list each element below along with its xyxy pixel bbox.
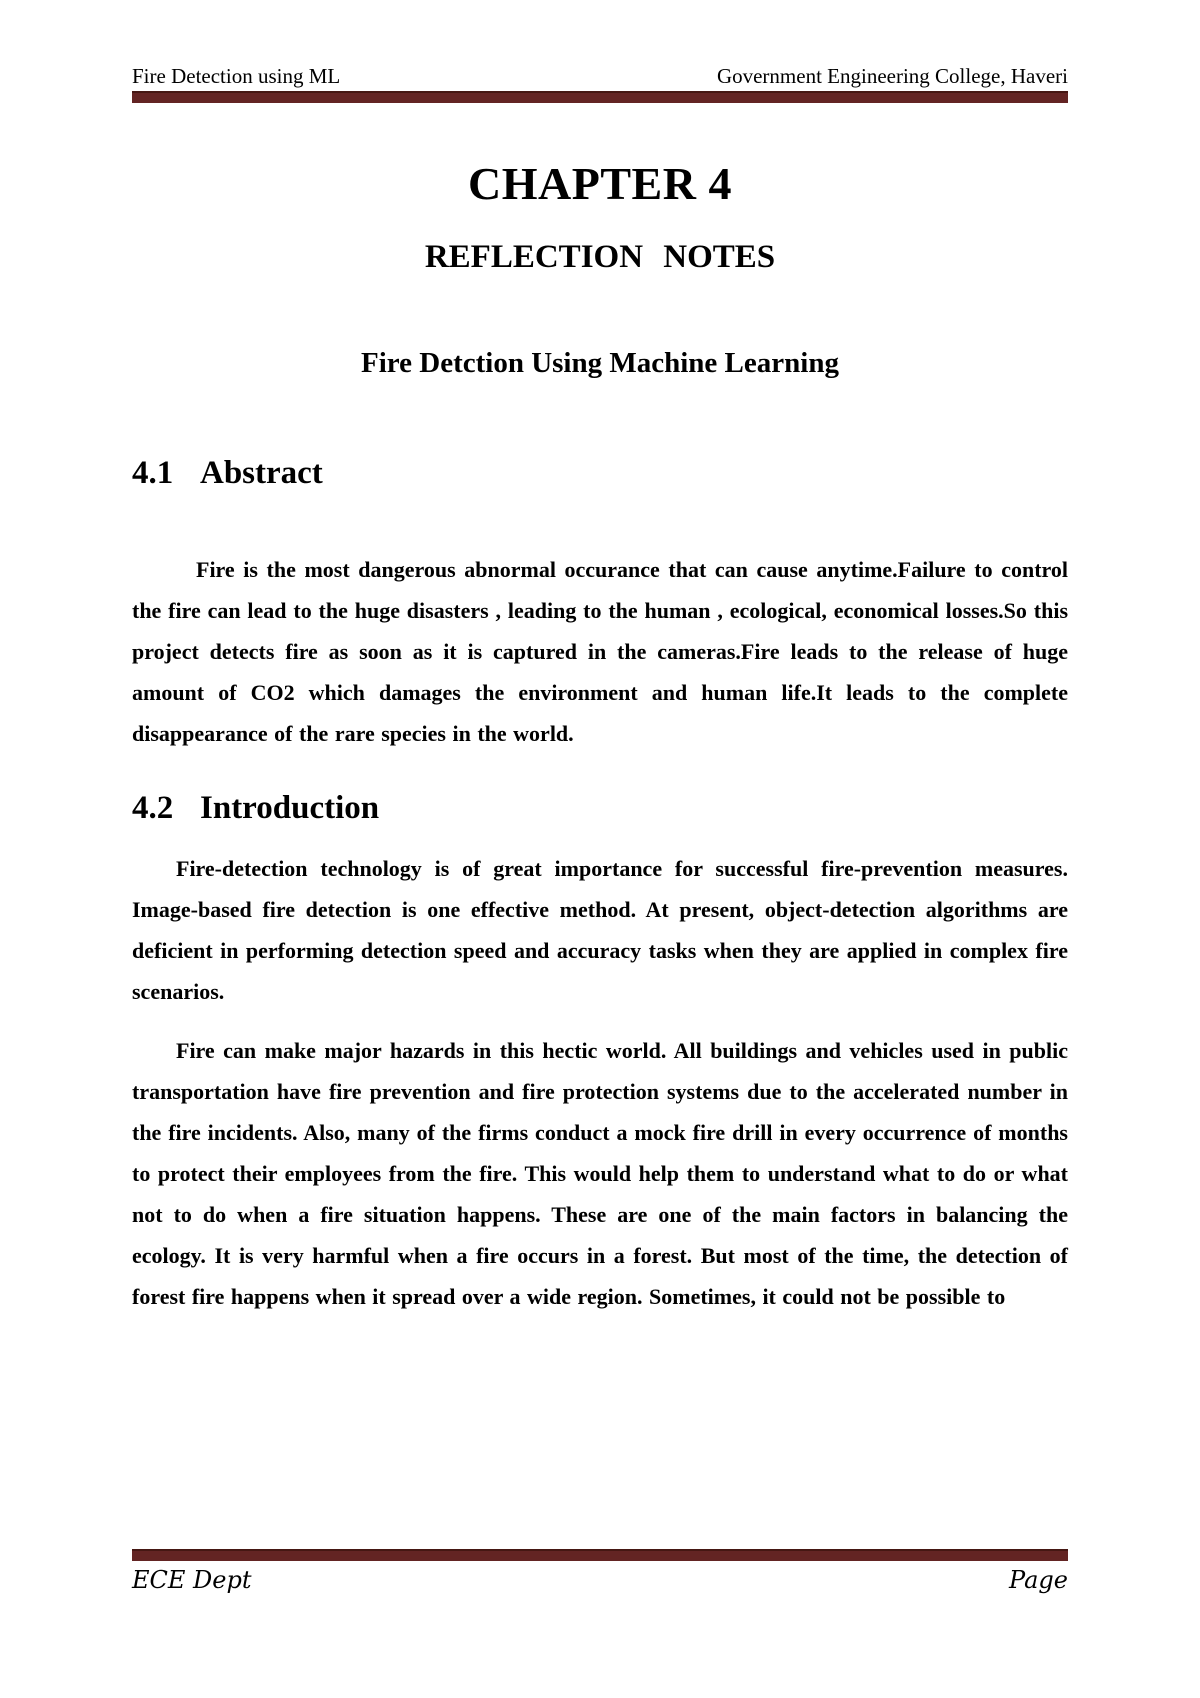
page-header	[0, 0, 1200, 103]
footer-rule	[132, 1549, 1068, 1561]
section-heading-introduction	[132, 790, 1068, 826]
section-title: Introduction	[200, 790, 380, 826]
section-abstract	[132, 455, 1068, 754]
section-number: 4.1	[132, 455, 174, 491]
footer-right-text: Page	[1009, 1566, 1068, 1594]
introduction-paragraph-1: Fire-detection technology is of great importance for successful fire-prevention measures. Image-based fire detection is one effective method. At present, object-detection algorithms are deficient in performing detection speed and accuracy tasks when they are applied in complex fire scenarios.	[132, 856, 1068, 1004]
section-number: 4.2	[132, 790, 174, 826]
document-body	[0, 159, 1200, 1317]
footer-row	[132, 1566, 1068, 1594]
abstract-paragraph: Fire is the most dangerous abnormal occurance that can cause anytime.Failure to control the fire can lead to the huge disasters , leading to the human , ecological, economical losses.So this project detects fire as soon as it is captured in the cameras.Fire leads to the release of huge amount of CO2 which damages the environment and human life.It leads to the complete disappearance of the rare species in the world.	[132, 557, 1068, 746]
header-left-text: Fire Detection using ML	[132, 64, 341, 88]
chapter-subtitle: REFLECTION NOTES	[424, 239, 776, 275]
page-footer	[132, 1549, 1068, 1594]
header-right-text: Government Engineering College, Haveri	[716, 64, 1068, 88]
section-introduction	[132, 790, 1068, 1317]
section-heading-abstract	[132, 455, 1068, 491]
header-rule	[132, 91, 1068, 103]
introduction-paragraph-2: Fire can make major hazards in this hectic world. All buildings and vehicles used in public transportation have fire prevention and fire protection systems due to the accelerated number in the fire incidents. Also, many of the firms conduct a mock fire drill in every occurrence of months to protect their employees from the fire. This would help them to understand what to do or what not to do when a fire situation happens. These are one of the main factors in balancing the ecology. It is very harmful when a fire occurs in a forest. But most of the time, the detection of forest fire happens when it spread over a wide region. Sometimes, it could not be possible to	[132, 1038, 1068, 1309]
header-row	[132, 64, 1068, 88]
project-title: Fire Detction Using Machine Learning	[361, 347, 839, 379]
chapter-title: CHAPTER 4	[468, 158, 732, 209]
footer-left-text: ECE Dept	[132, 1566, 252, 1594]
section-title: Abstract	[200, 455, 323, 491]
